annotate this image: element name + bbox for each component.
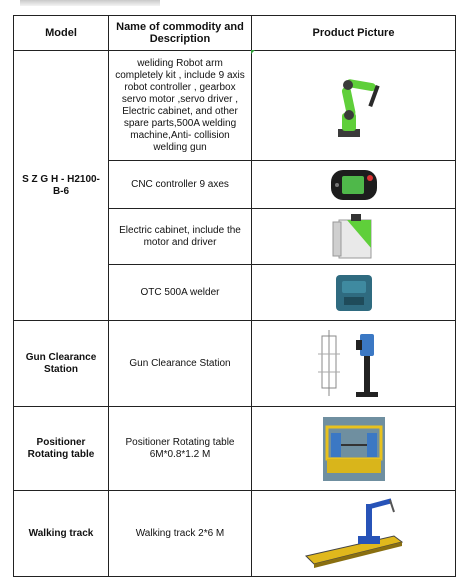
picture-cell [252,407,456,491]
header-name: Name of commodity and Description [109,16,252,51]
gun-clearance-station-icon [316,326,392,402]
description-cell: weliding Robot arm completely kit , include 9 axis robot controller , gearbox servo motor ,servo driver , Electric cabinet, and other spare parts,500A welding machine,Anti- collision welding gun [109,51,252,161]
model-cell: Walking track [14,491,109,577]
picture-cell [252,209,456,265]
walking-track-icon [302,496,406,572]
description-cell: CNC controller 9 axes [109,161,252,209]
picture-cell [252,491,456,577]
header-model: Model [14,16,109,51]
picture-cell [252,321,456,407]
cropped-header-strip [20,0,160,6]
electric-cabinet-icon [329,212,379,262]
description-cell: OTC 500A welder [109,265,252,321]
table-row [14,407,456,491]
table-row [14,321,456,407]
description-cell: Positioner Rotating table 6M*0.8*1.2 M [109,407,252,491]
header-picture: Product Picture [252,16,456,51]
description-cell: Electric cabinet, include the motor and driver [109,209,252,265]
corner-mark [251,50,255,54]
robot-arm-icon [324,71,384,141]
product-table [13,15,456,577]
picture-cell [252,265,456,321]
model-cell: S Z G H - H2100-B-6 [14,51,109,321]
model-cell: Gun Clearance Station [14,321,109,407]
table-row [14,491,456,577]
welder-icon [330,271,378,315]
positioner-table-icon [321,415,387,483]
model-cell: Positioner Rotating table [14,407,109,491]
picture-cell [252,51,456,161]
teach-pendant-icon [329,166,379,204]
table-row [14,51,456,161]
description-cell: Gun Clearance Station [109,321,252,407]
header-row [14,16,456,51]
picture-cell [252,161,456,209]
description-cell: Walking track 2*6 M [109,491,252,577]
